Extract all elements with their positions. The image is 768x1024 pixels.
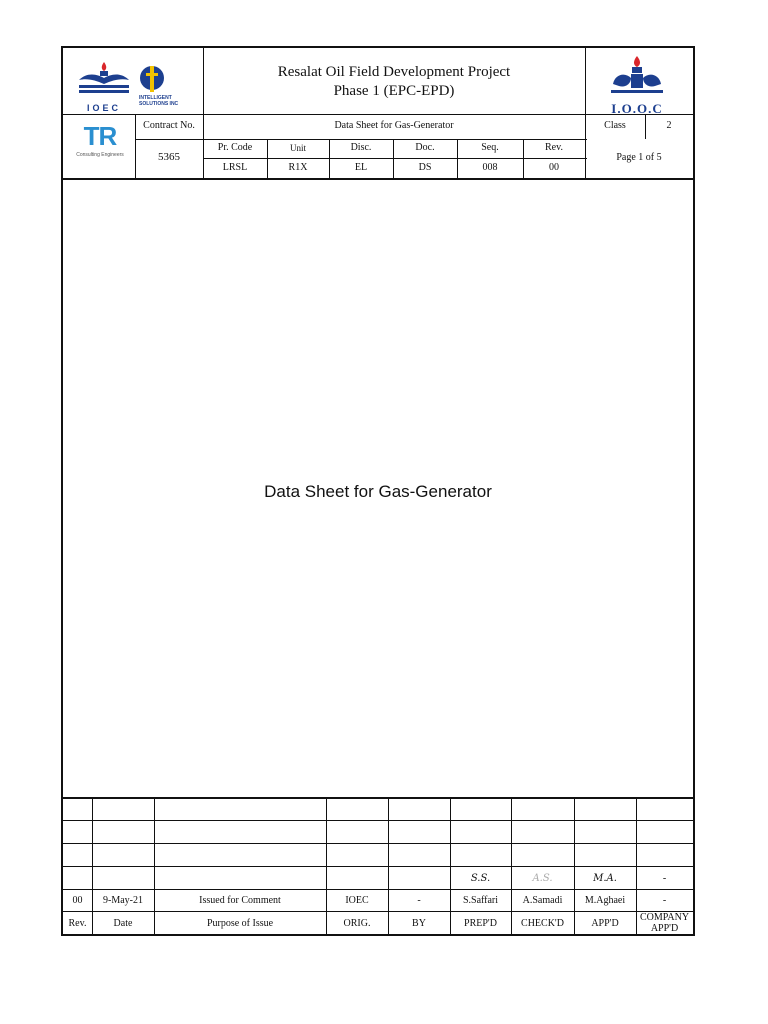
code-value-unit: R1X <box>288 162 308 173</box>
company-cell: - <box>662 895 667 906</box>
date-cell: 9-May-21 <box>103 895 143 906</box>
code-label-disc: Disc. <box>350 142 372 153</box>
code-value-disc: EL <box>354 162 368 173</box>
rev-header: Rev. <box>68 917 87 929</box>
project-subtitle: Phase 1 (EPC-EPD) <box>333 83 455 99</box>
code-label-unit: Unit <box>289 143 306 153</box>
prepd-header: PREP'D <box>464 917 497 929</box>
prepd-cell: S.Saffari <box>462 895 499 906</box>
orig-cell: IOEC <box>345 895 369 906</box>
signature-prepd: S.S. <box>470 872 491 884</box>
signature-company: - <box>662 872 667 884</box>
ioec-emblem-icon <box>75 58 133 98</box>
orig-header: ORIG. <box>343 917 371 929</box>
by-header: BY <box>412 917 426 929</box>
tr-logo-mark: TR <box>83 121 117 151</box>
class-label: Class <box>604 120 626 131</box>
code-value-doc: DS <box>418 162 432 173</box>
document-title: Data Sheet for Gas-Generator <box>334 120 454 131</box>
divider <box>63 178 693 180</box>
divider <box>63 797 693 799</box>
divider <box>203 158 587 159</box>
document-sheet <box>61 46 695 936</box>
main-title: Data Sheet for Gas-Generator <box>264 482 492 501</box>
intelligent-solutions-text: INTELLIGENT SOLUTIONS INC <box>139 95 179 107</box>
checkd-header: CHECK'D <box>521 917 564 929</box>
code-value-rev: 00 <box>549 162 559 173</box>
code-label-pr-code: Pr. Code <box>217 142 253 153</box>
tr-logo-subtext: Consulting Engineers <box>76 152 124 158</box>
checkd-cell: A.Samadi <box>522 895 563 906</box>
appd-header: APP'D <box>591 917 619 929</box>
company-appd-header: COMPANY APP'D <box>639 912 690 934</box>
ioec-logo <box>75 58 133 113</box>
purpose-cell: Issued for Comment <box>199 895 281 906</box>
code-label-doc: Doc. <box>415 142 435 153</box>
rev-cell: 00 <box>72 895 83 906</box>
code-label-rev: Rev. <box>545 142 563 153</box>
purpose-header: Purpose of Issue <box>206 917 274 929</box>
iooc-logo <box>597 54 677 116</box>
ioec-logo-text: IOEC <box>86 103 121 113</box>
code-value-seq: 008 <box>482 162 498 173</box>
page-number: Page 1 of 5 <box>616 152 662 163</box>
iooc-emblem-icon <box>597 54 677 96</box>
divider <box>63 820 693 821</box>
by-cell: - <box>417 895 421 906</box>
divider <box>63 843 693 844</box>
date-header: Date <box>113 917 133 929</box>
globe-icon <box>139 64 165 94</box>
code-value-pr-code: LRSL <box>222 162 248 173</box>
code-label-seq: Seq. <box>481 142 499 153</box>
appd-cell: M.Aghaei <box>584 895 626 906</box>
intelligent-solutions-logo <box>139 64 201 108</box>
tr-logo <box>69 122 131 174</box>
contract-label: Contract No. <box>143 120 195 131</box>
iooc-logo-text: I.O.O.C <box>611 101 663 116</box>
contract-number: 5365 <box>158 151 180 163</box>
signature-checkd: A.S. <box>532 872 553 884</box>
class-value: 2 <box>666 120 672 131</box>
project-title: Resalat Oil Field Development Project <box>277 64 511 80</box>
signature-appd: M.A. <box>593 872 617 884</box>
